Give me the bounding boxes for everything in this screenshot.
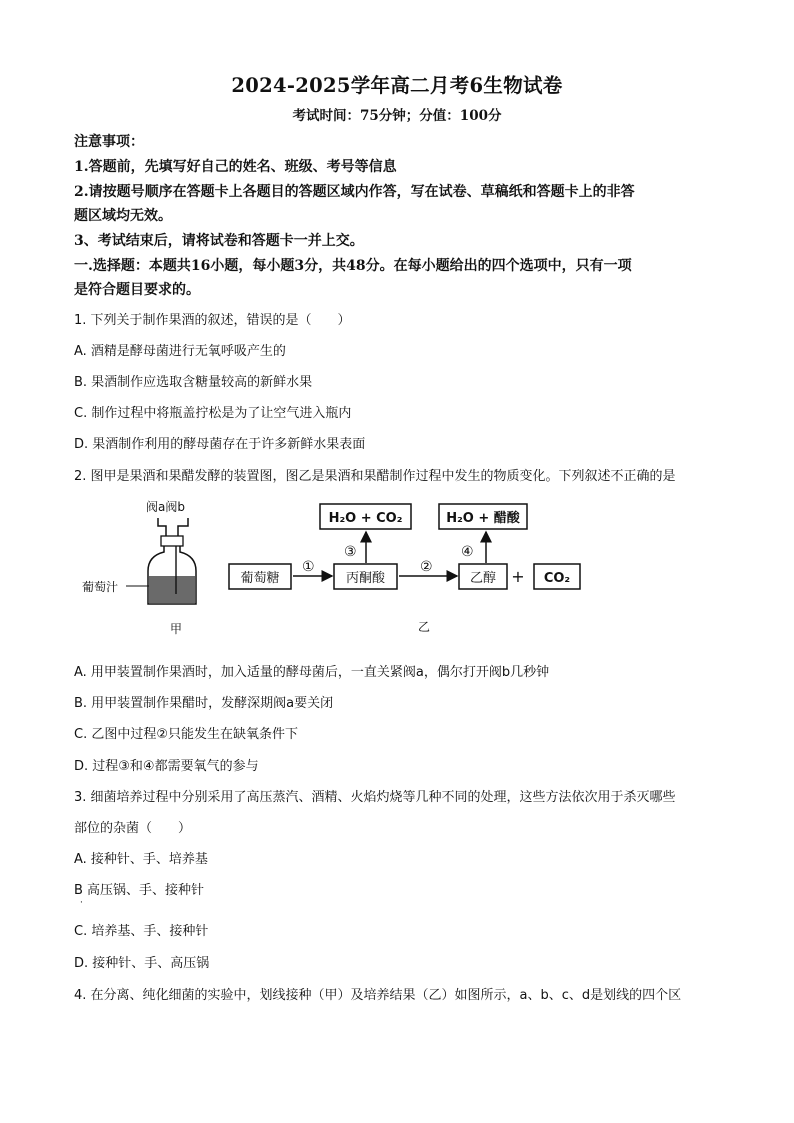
figure-yi-caption: 乙 bbox=[418, 620, 431, 634]
ethanol-label: 乙醇 bbox=[469, 571, 497, 586]
q3-option-d: D. 接种针、手、高压锅 bbox=[74, 956, 210, 971]
grape-juice-fill bbox=[149, 576, 195, 603]
figure-yi bbox=[220, 498, 600, 638]
q2-stem: 2. 图甲是果酒和果醋发酵的装置图，图乙是果酒和果醋制作过程中发生的物质变化。下列叙述不正确的是 bbox=[74, 469, 676, 484]
q3-stem-line2: 部位的杂菌（ ） bbox=[74, 821, 192, 836]
step-3: ③ bbox=[344, 544, 357, 560]
pyruvate-label: 丙酮酸 bbox=[345, 571, 386, 586]
step-4: ④ bbox=[461, 544, 474, 560]
q1-option-c: C. 制作过程中将瓶盖拧松是为了让空气进入瓶内 bbox=[74, 406, 352, 421]
product-4: H₂O + 醋酸 bbox=[446, 511, 520, 526]
step-2: ② bbox=[420, 559, 433, 575]
valve-b-tube bbox=[178, 518, 188, 536]
section-heading-line2: 是符合题目要求的。 bbox=[74, 282, 200, 298]
note-2-line1: 2.请按题号顺序在答题卡上各题目的答题区域内作答，写在试卷、草稿纸和答题卡上的非答 bbox=[74, 184, 635, 200]
q3-option-c: C. 培养基、手、接种针 bbox=[74, 924, 209, 939]
q2-option-d: D. 过程③和④都需要氧气的参与 bbox=[74, 759, 259, 774]
figure-jia-caption: 甲 bbox=[170, 622, 183, 636]
co2-label: CO₂ bbox=[543, 571, 571, 586]
bottle-stopper bbox=[161, 536, 183, 546]
q1-option-d: D. 果酒制作利用的酵母菌存在于许多新鲜水果表面 bbox=[74, 437, 366, 452]
section-heading-line1: 一.选择题：本题共16小题，每小题3分，共48分。在每小题给出的四个选项中，只有一项 bbox=[74, 258, 632, 274]
q2-option-c: C. 乙图中过程②只能发生在缺氧条件下 bbox=[74, 727, 298, 742]
q3-option-b: B 高压锅、手、接种针 bbox=[74, 883, 205, 898]
product-3: H₂O + CO₂ bbox=[328, 511, 403, 526]
note-2-line2: 题区域均无效。 bbox=[74, 208, 172, 224]
note-3: 3、考试结束后，请将试卷和答题卡一并上交。 bbox=[74, 233, 364, 249]
notes-heading: 注意事项： bbox=[74, 134, 144, 150]
q2-option-b: B. 用甲装置制作果醋时，发酵深期阀a要关闭 bbox=[74, 696, 334, 711]
q1-stem: 1. 下列关于制作果酒的叙述，错误的是（ ） bbox=[74, 313, 351, 328]
q1-option-a: A. 酒精是酵母菌进行无氧呼吸产生的 bbox=[74, 344, 286, 359]
stray-dot: · bbox=[80, 898, 83, 908]
q2-option-a: A. 用甲装置制作果酒时，加入适量的酵母菌后，一直关紧阀a，偶尔打开阀b几秒钟 bbox=[74, 665, 550, 680]
plus-sign: + bbox=[511, 567, 525, 586]
exam-subtitle: 考试时间：75分钟；分值：100分 bbox=[292, 108, 502, 124]
exam-title: 2024-2025学年高二月考6生物试卷 bbox=[231, 74, 563, 97]
valve-a-tube bbox=[158, 518, 166, 536]
q1-option-b: B. 果酒制作应选取含糖量较高的新鲜水果 bbox=[74, 375, 313, 390]
figure-jia bbox=[78, 496, 218, 646]
q3-option-a: A. 接种针、手、培养基 bbox=[74, 852, 208, 867]
q3-stem-line1: 3. 细菌培养过程中分别采用了高压蒸汽、酒精、火焰灼烧等几种不同的处理，这些方法依次用于杀灭哪些 bbox=[74, 790, 676, 805]
glucose-label: 葡萄糖 bbox=[240, 571, 280, 586]
q4-stem: 4. 在分离、纯化细菌的实验中，划线接种（甲）及培养结果（乙）如图所示，a、b、c、d是划线的四个区 bbox=[74, 988, 682, 1003]
step-1: ① bbox=[302, 559, 315, 575]
valve-label: 阀a阀b bbox=[146, 500, 185, 514]
juice-label: 葡萄汁 bbox=[82, 580, 119, 594]
note-1: 1.答题前，先填写好自己的姓名、班级、考号等信息 bbox=[74, 159, 397, 175]
